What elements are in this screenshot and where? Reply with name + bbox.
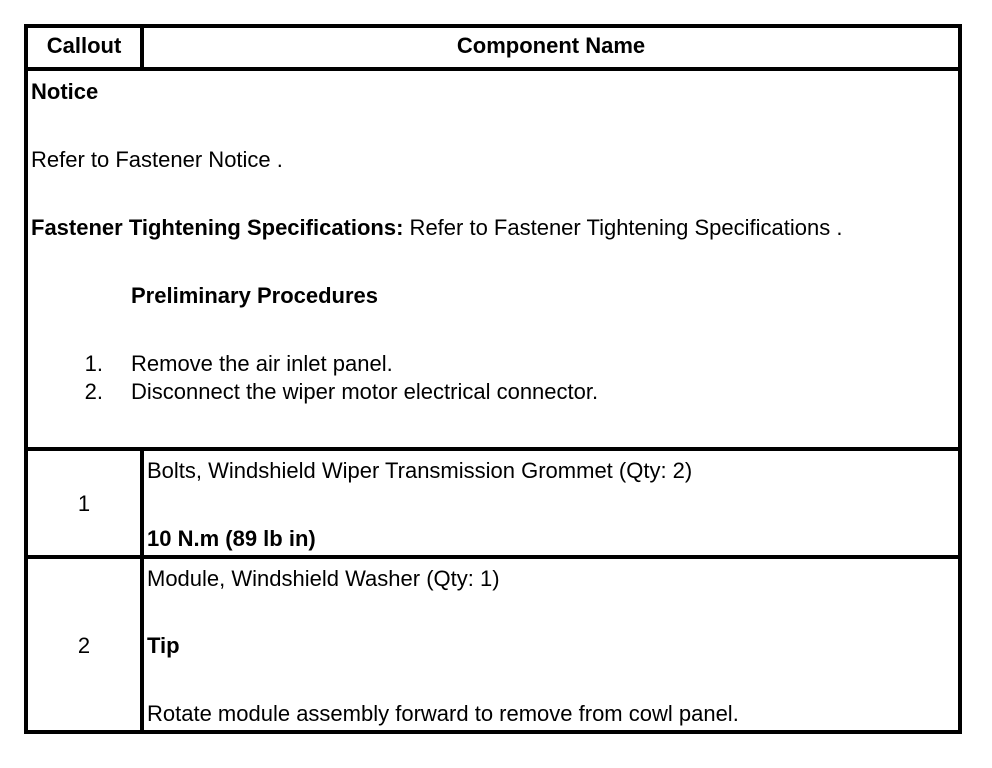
fastener-notice-text: Refer to Fastener Notice . bbox=[31, 147, 283, 172]
notice-block bbox=[28, 71, 958, 447]
step-text: Remove the air inlet panel. bbox=[131, 351, 393, 376]
table-row bbox=[28, 559, 958, 730]
notice-title: Notice bbox=[31, 79, 99, 104]
step-number: 2. bbox=[84, 379, 103, 404]
header-callout: Callout bbox=[46, 33, 122, 58]
callout-number: 2 bbox=[77, 633, 91, 658]
callout-divider bbox=[140, 447, 144, 730]
component-table bbox=[24, 24, 962, 734]
component-name: Bolts, Windshield Wiper Transmission Grommet (Qty: 2) bbox=[147, 458, 693, 483]
tip-text: Rotate module assembly forward to remove from cowl panel. bbox=[147, 701, 739, 726]
header-component-name: Component Name bbox=[456, 33, 646, 58]
fastener-spec-label: Fastener Tightening Specifications: bbox=[31, 215, 404, 240]
tip-title: Tip bbox=[147, 633, 180, 658]
step-text: Disconnect the wiper motor electrical connector. bbox=[131, 379, 599, 404]
fastener-spec-line bbox=[31, 214, 842, 242]
fastener-spec-text: Refer to Fastener Tightening Specifications . bbox=[403, 215, 843, 240]
component-name: Module, Windshield Washer (Qty: 1) bbox=[147, 566, 500, 591]
table-row bbox=[28, 451, 958, 555]
torque-spec: 10 N.m (89 lb in) bbox=[147, 526, 316, 551]
step-number: 1. bbox=[84, 351, 103, 376]
preliminary-procedures-title: Preliminary Procedures bbox=[131, 283, 379, 308]
callout-number: 1 bbox=[77, 491, 91, 516]
